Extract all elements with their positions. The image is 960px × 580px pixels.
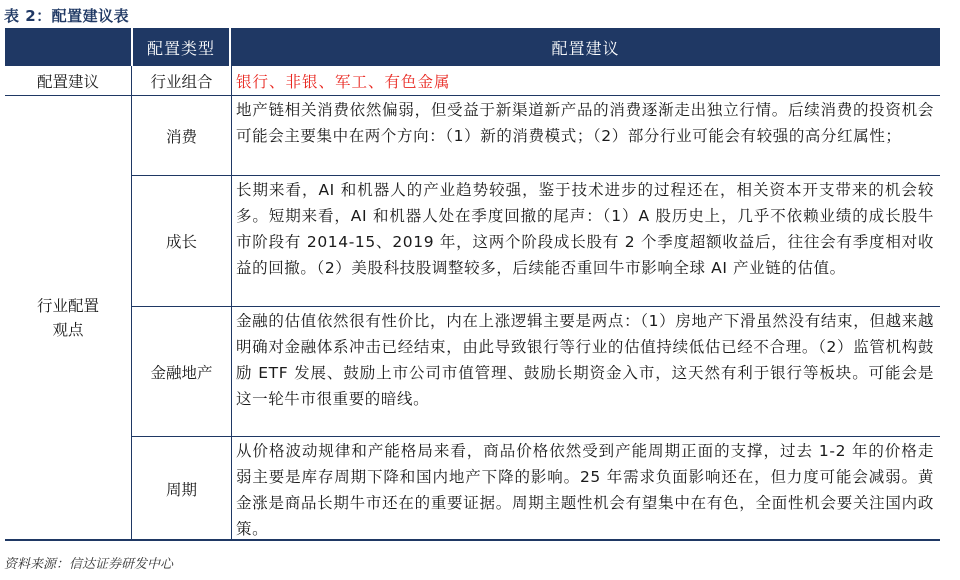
header-corner [5, 28, 131, 66]
rule-row-1 [131, 175, 940, 176]
header-type: 配置类型 [133, 28, 229, 66]
rule-row-3 [131, 436, 940, 437]
summary-label: 配置建议 [36, 72, 99, 91]
row-text-growth: 长期来看，AI 和机器人的产业趋势较强，鉴于技术进步的过程还在，相关资本开支带来的机会较多。短期来看，AI 和机器人处在季度回撤的尾声：（1）A 股历史上，几乎不依赖业绩的成长股牛市阶段有 2014-15、2019 年，这两个阶段成长股有 2 个季度超额收益后，往往会有季度相对收益的回撤。（2）美股科技股调整较多，后续能否重回牛市影响全球 AI 产业链的估值。 [236, 181, 934, 277]
row-type-cyclical: 周期 [165, 480, 197, 499]
source-note: 资料来源：信达证券研发中心 [4, 557, 174, 572]
rule-summary-bottom [5, 95, 940, 96]
rule-col-2 [231, 66, 232, 540]
header-advice: 配置建议 [231, 28, 940, 66]
row-type-growth: 成长 [165, 233, 197, 251]
row-text-finance: 金融的估值依然很有性价比，内在上涨逻辑主要是两点：（1）房地产下滑虽然没有结束，但越来越明确对金融体系冲击已经结束，由此导致银行等行业的估值持续低估已经不合理。（2）监管机构鼓励 ETF 发展、鼓励上市公司市值管理、鼓励长期资金入市，这天然有利于银行等板块。可能会是这一轮牛市很重要的暗线。 [236, 312, 934, 408]
row-text-cyclical: 从价格波动规律和产能格局来看，商品价格依然受到产能周期正面的支撑，过去 1-2 年的价格走弱主要是库存周期下降和国内地产下降的影响。25 年需求负面影响还在，但力度可能会减弱。黄金涨是商品长期牛市还在的重要证据。周期主题性机会有望集中在有色，全面性机会要关注国内政策。 [236, 442, 934, 538]
row-type-consumption: 消费 [165, 127, 197, 146]
summary-advice: 银行、非银、军工、有色金属 [236, 72, 451, 91]
table-caption: 表 2：配置建议表 [4, 7, 130, 25]
rule-col-1 [131, 66, 132, 540]
row-text-consumption: 地产链相关消费依然偏弱，但受益于新渠道新产品的消费逐渐走出独立行情。后续消费的投资机会可能会主要集中在两个方向：（1）新的消费模式；（2）部分行业可能会有较强的高分红属性； [236, 101, 934, 145]
section-label-text: 行业配置观点 [36, 297, 99, 339]
rule-row-2 [131, 306, 940, 307]
summary-type: 行业组合 [150, 72, 213, 91]
section-label [5, 96, 131, 540]
row-type-finance: 金融地产 [150, 363, 213, 382]
allocation-table [5, 28, 940, 540]
rule-table-bottom [5, 539, 940, 541]
